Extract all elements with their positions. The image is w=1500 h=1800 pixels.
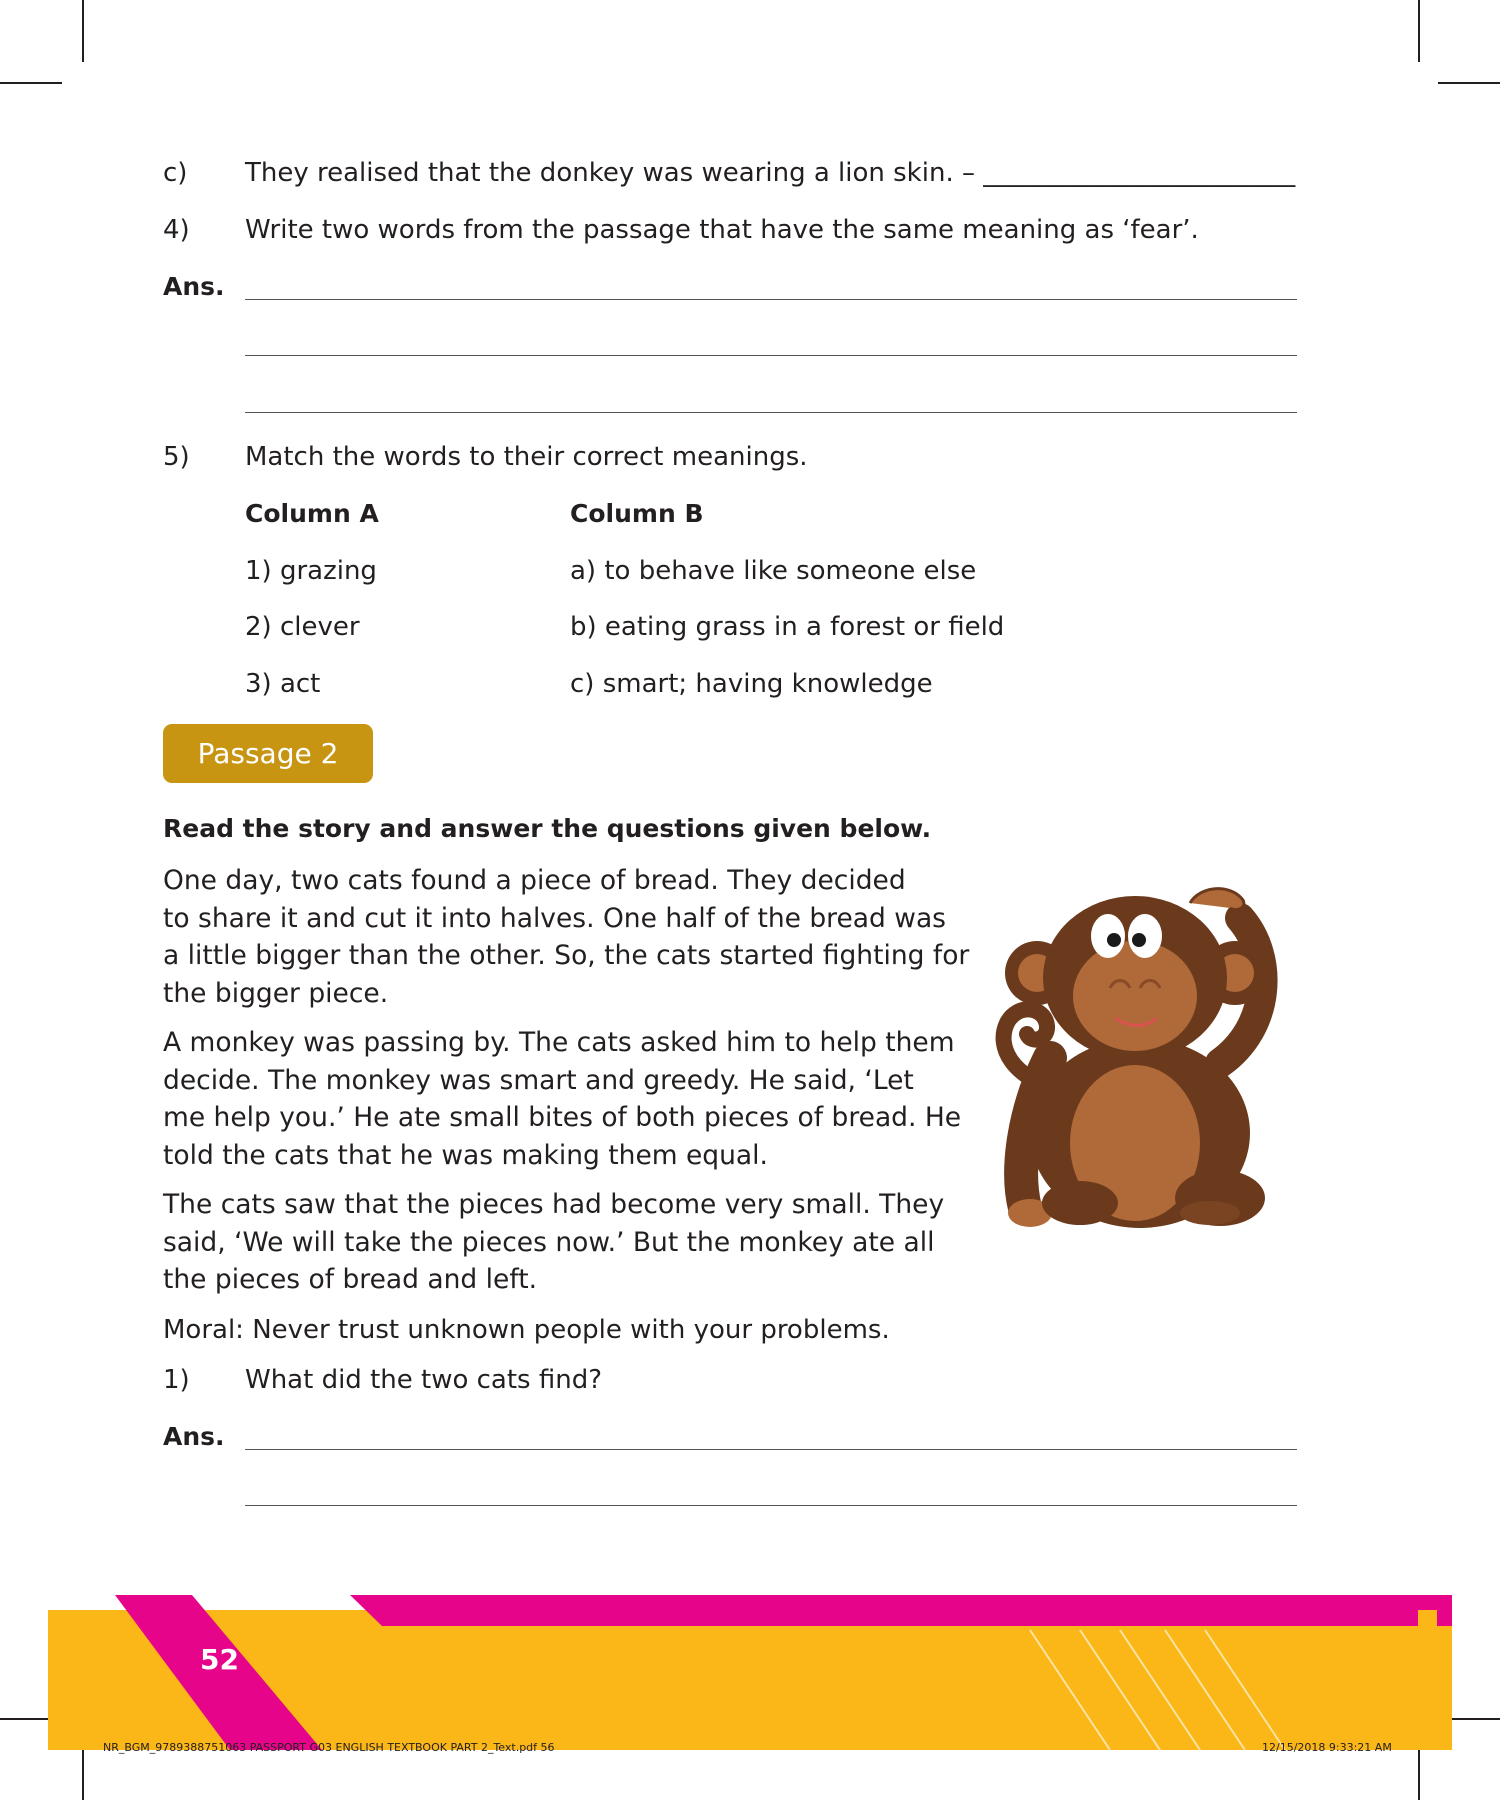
story-paragraph-1 <box>163 862 969 1012</box>
question-c-text: They realised that the donkey was wearing a lion skin. – ________________________ <box>245 158 1296 188</box>
column-b-header: Column B <box>570 499 704 528</box>
story-line: told the cats that he was making them equal. <box>163 1139 768 1171</box>
column-b-item: a) to behave like someone else <box>570 556 977 586</box>
page-number: 52 <box>200 1643 239 1676</box>
passage-question-1-number: 1) <box>163 1365 190 1395</box>
column-a-item: 1) grazing <box>245 556 377 586</box>
answer-label: Ans. <box>163 272 225 301</box>
question-5-number: 5) <box>163 442 190 472</box>
question-c-number: c) <box>163 158 188 188</box>
answer-label: Ans. <box>163 1422 225 1451</box>
question-5-text: Match the words to their correct meanings. <box>245 442 808 472</box>
file-info: NR_BGM_9789388751063 PASSPORT G03 ENGLISH TEXTBOOK PART 2_Text.pdf 56 <box>103 1741 555 1754</box>
monkey-illustration <box>985 878 1300 1228</box>
answer-line[interactable] <box>245 299 1297 300</box>
story-line: the bigger piece. <box>163 977 389 1009</box>
story-paragraph-2 <box>163 1024 961 1174</box>
crop-mark <box>1438 82 1500 84</box>
column-b-item: b) eating grass in a forest or field <box>570 612 1005 642</box>
column-b-item: c) smart; having knowledge <box>570 669 933 699</box>
story-moral: Moral: Never trust unknown people with your problems. <box>163 1315 890 1345</box>
story-paragraph-3 <box>163 1186 944 1299</box>
passage-instruction: Read the story and answer the questions given below. <box>163 814 932 843</box>
passage-question-1-text: What did the two cats find? <box>245 1365 603 1395</box>
question-4-number: 4) <box>163 215 190 245</box>
column-a-header: Column A <box>245 499 379 528</box>
column-a-item: 3) act <box>245 669 321 699</box>
print-timestamp: 12/15/2018 9:33:21 AM <box>1262 1741 1392 1754</box>
story-line: The cats saw that the pieces had become very small. They <box>163 1189 945 1220</box>
story-line: to share it and cut it into halves. One half of the bread was <box>163 902 946 934</box>
passage-badge: Passage 2 <box>163 724 373 783</box>
story-line: A monkey was passing by. The cats asked him to help them <box>163 1027 955 1058</box>
story-line: me help you.’ He ate small bites of both pieces of bread. He <box>163 1102 962 1133</box>
story-line: One day, two cats found a piece of bread. They decided <box>163 865 906 896</box>
crop-mark <box>0 82 62 84</box>
answer-line[interactable] <box>245 1505 1297 1506</box>
story-line: the pieces of bread and left. <box>163 1264 538 1295</box>
answer-line[interactable] <box>245 355 1297 356</box>
crop-mark <box>1418 0 1420 62</box>
column-a-item: 2) clever <box>245 612 360 642</box>
answer-line[interactable] <box>245 412 1297 413</box>
crop-mark <box>82 0 84 62</box>
answer-line[interactable] <box>245 1449 1297 1450</box>
story-line: a little bigger than the other. So, the cats started fighting for <box>163 940 970 971</box>
story-line: said, ‘We will take the pieces now.’ But the monkey ate all <box>163 1226 935 1258</box>
question-4-text: Write two words from the passage that have the same meaning as ‘fear’. <box>245 215 1199 245</box>
story-line: decide. The monkey was smart and greedy. He said, ‘Let <box>163 1064 914 1096</box>
